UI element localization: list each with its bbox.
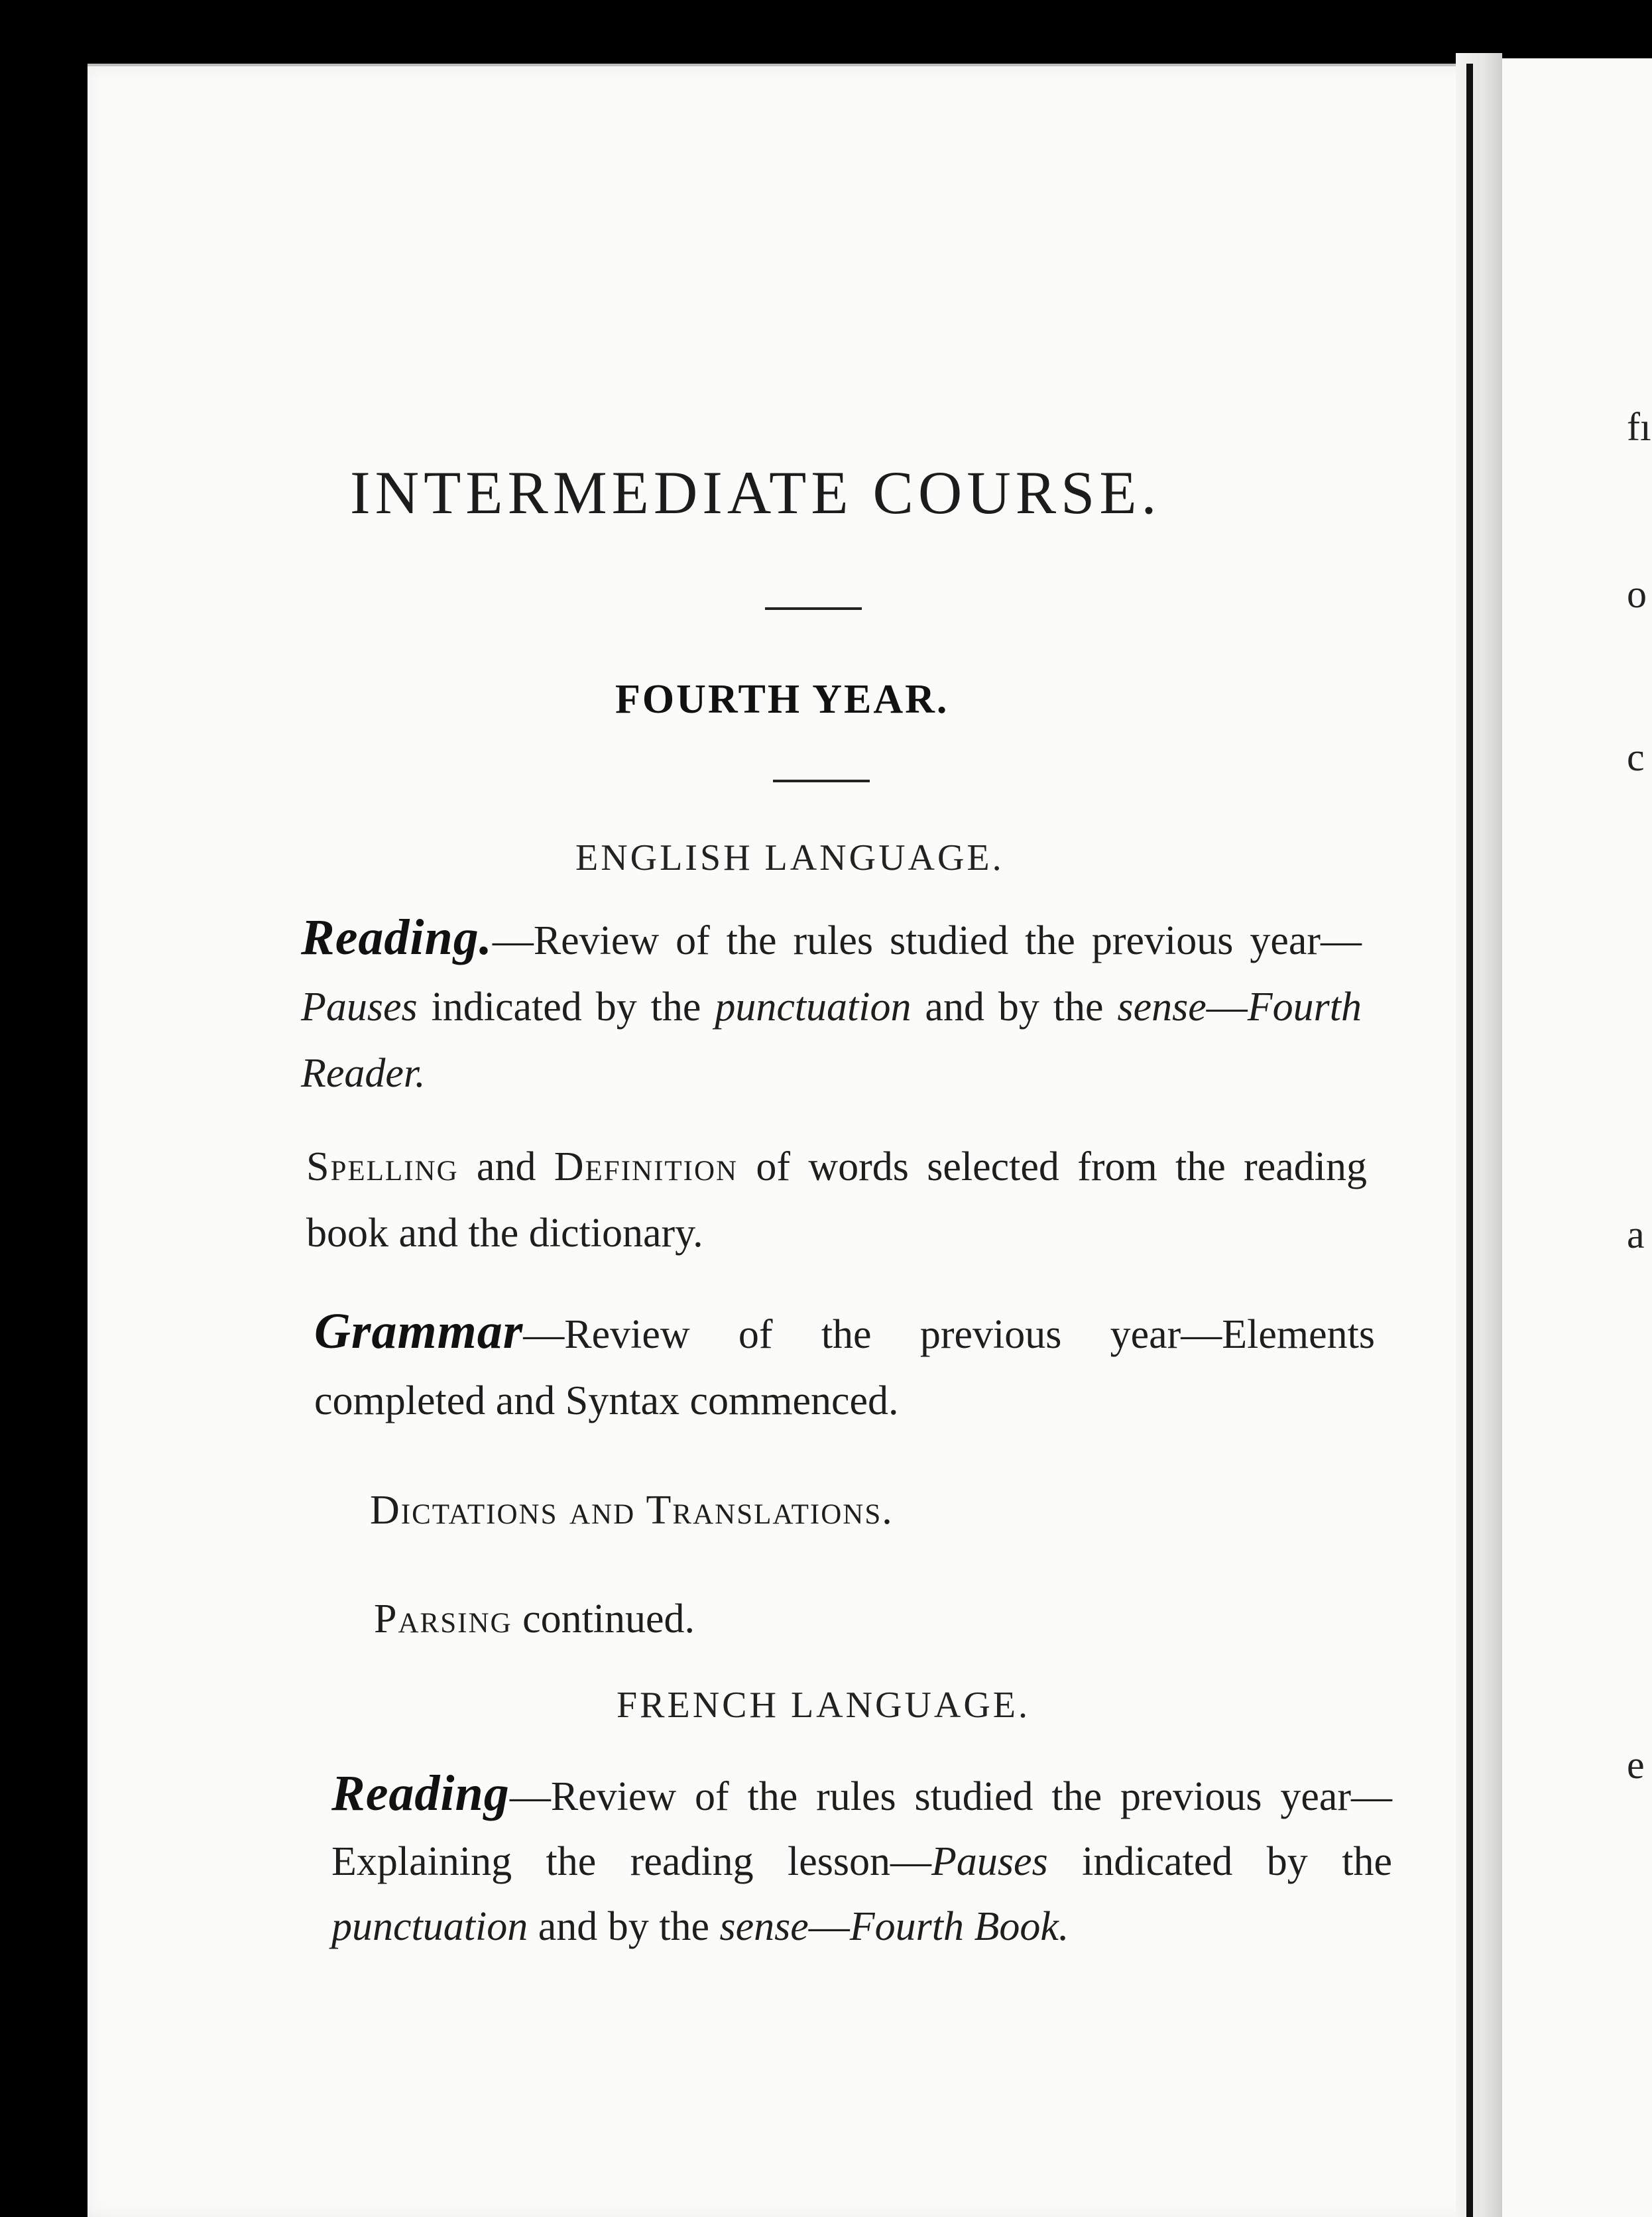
reading-text: —	[808, 1904, 850, 1949]
parsing-text: continued.	[512, 1596, 695, 1642]
parsing-label: Parsing	[374, 1596, 512, 1642]
reading-text: —Review of the rules studied the previous year—	[492, 918, 1362, 963]
book-title: Fourth Book.	[849, 1904, 1069, 1949]
page-gutter	[1456, 53, 1502, 2217]
reading-label: Reading	[331, 1766, 510, 1821]
reading-text: and by the	[528, 1904, 720, 1949]
english-reading-paragraph	[301, 904, 1362, 1107]
page-title: INTERMEDIATE COURSE.	[350, 459, 1161, 526]
pauses-term: Pauses	[931, 1839, 1048, 1884]
divider-rule	[765, 607, 862, 610]
reading-label: Reading.	[301, 910, 493, 965]
english-parsing-paragraph	[374, 1586, 1368, 1652]
reader-title: Fourth Reader.	[301, 985, 1362, 1096]
french-section-heading: FRENCH LANGUAGE.	[617, 1685, 1030, 1726]
english-section-heading: ENGLISH LANGUAGE.	[575, 837, 1004, 878]
punctuation-term: punctuation	[715, 985, 912, 1030]
reading-text: —	[1206, 985, 1248, 1030]
divider-rule	[773, 780, 870, 782]
facing-page-letter: o	[1627, 572, 1647, 616]
reading-text: indicated by the	[1047, 1839, 1392, 1884]
facing-page-letter: e	[1627, 1743, 1645, 1787]
dictations-label: Dictations and Translations.	[370, 1488, 894, 1533]
facing-page-letter: fı	[1627, 405, 1651, 449]
reading-text: and by the	[911, 985, 1118, 1030]
reading-text: indicated by the	[417, 985, 715, 1030]
spelling-text: and	[458, 1144, 554, 1189]
sense-term: sense	[1117, 985, 1207, 1030]
facing-page-letter: c	[1627, 735, 1645, 779]
facing-page-letter: a	[1627, 1213, 1645, 1256]
grammar-label: Grammar	[314, 1303, 524, 1359]
punctuation-term: punctuation	[331, 1904, 528, 1949]
sense-term: sense	[719, 1904, 809, 1949]
english-dictations-paragraph	[370, 1477, 1364, 1543]
definition-label: Definition	[554, 1144, 738, 1189]
year-heading: FOURTH YEAR.	[615, 677, 949, 722]
english-spelling-paragraph	[306, 1134, 1367, 1266]
grammar-text: —Review of the previous year—Elements completed and Syntax commenced.	[314, 1312, 1375, 1423]
reading-text: —Review of the rules studied the previous year—Explaining the reading lesson—	[331, 1774, 1392, 1884]
spine-line	[1466, 64, 1473, 2217]
spelling-text: of words selected from the reading book and the dictionary.	[306, 1144, 1367, 1256]
english-grammar-paragraph	[314, 1298, 1375, 1434]
spelling-label: Spelling	[306, 1144, 459, 1189]
french-reading-paragraph	[331, 1761, 1392, 1959]
pauses-term: Pauses	[301, 985, 418, 1030]
